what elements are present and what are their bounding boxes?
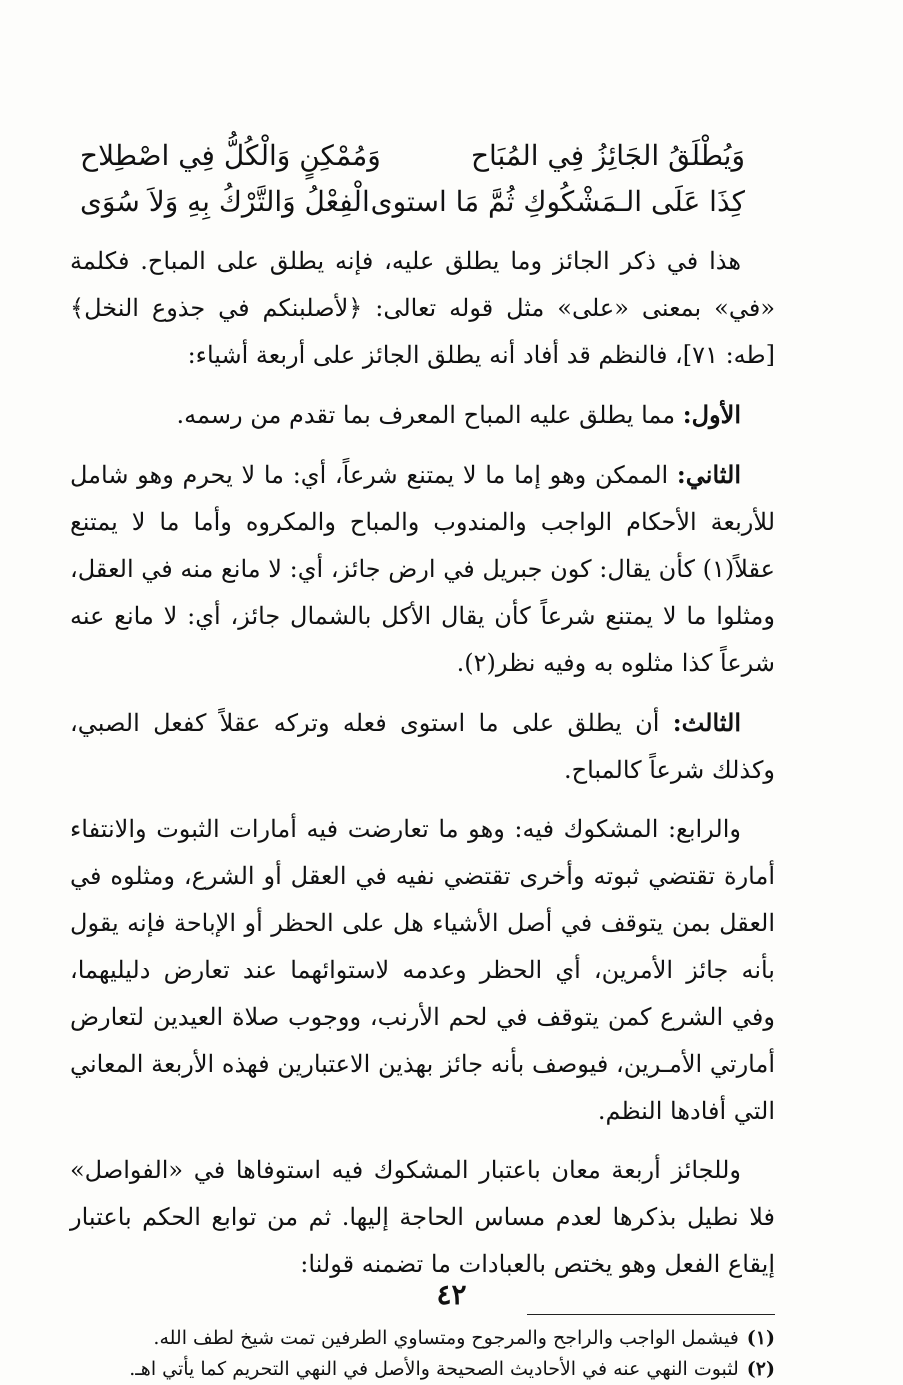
item-label: الثاني: <box>676 460 741 489</box>
item-label: الثالث: <box>672 708 741 737</box>
footnote-text: فيشمل الواجب والراجح والمرجوح ومتساوي الطرفين تمت شيخ لطف الله. <box>153 1327 739 1349</box>
intro-paragraph: هذا في ذكر الجائز وما يطلق عليه، فإنه يطلق على المباح. فكلمة «في» بمعنى «على» مثل قوله تعالى: ﴿لأصلبنكم في جذوع النخل﴾ [طه: ٧١]، فالنظم قد أفاد أنه يطلق الجائز على أربعة أشياء: <box>70 247 775 369</box>
item-label: والرابع: <box>667 815 741 843</box>
footnote-separator <box>527 1314 775 1315</box>
item-fourth <box>70 806 775 1135</box>
item-third <box>70 699 775 794</box>
footnote-text: لثبوت النهي عنه في الأحاديث الصحيحة والأصل في النهي التحريم كما يأتي اهـ. <box>129 1358 739 1380</box>
item-label: الأول: <box>682 400 741 429</box>
item-text: مما يطلق عليه المباح المعرف بما تقدم من رسمه. <box>176 401 683 429</box>
footnote-1 <box>70 1323 775 1354</box>
poem-block <box>80 134 745 226</box>
poem-line-1 <box>80 134 745 180</box>
footnote-mark: (٢) <box>746 1358 775 1380</box>
footnote-2 <box>70 1354 775 1385</box>
item-text: المشكوك فيه: وهو ما تعارضت فيه أمارات الثبوت والانتفاء أمارة تقتضي ثبوته وأخرى تقتضي نفيه في العقل أو الشرع، ومثلوه في العقل بمن يتوقف في أصل الأشياء هل على الحظر أو الإباحة فإنه يقول بأنه جائز الأمرين، أي الحظر وعدمه لاستوائهما عند تعارض دليليهما، وفي الشرع كمن يتوقف في لحم الأرنب، ووجوب صلاة العيدين لتعارض أمارتي الأمـرين، فيوصف بأنه جائز بهذين الاعتبارين فهذه الأربعة المعاني التي أفادها النظم. <box>70 815 776 1125</box>
item-text: الممكن وهو إما ما لا يمتنع شرعاً، أي: ما لا يحرم وهو شامل للأربعة الأحكام الواجب والمندوب والمباح والمكروه وأما ما لا يمتنع عقلاً(١) كأن يقال: كون جبريل في ارض جائز، أي: لا مانع منه في العقل، ومثلوا ما لا يمتنع شرعاً كأن يقال الأكل بالشمال جائز، أي: لا مانع عنه شرعاً كذا مثلوه به وفيه نظر(٢). <box>70 461 775 677</box>
footnotes <box>70 1323 775 1385</box>
poem-hemistich-left: وَمُمْكِنٍ وَالْكُلُّ فِي اصْطِلاح <box>80 139 381 172</box>
body-text <box>70 238 775 1288</box>
page-number: ٤٢ <box>436 1278 467 1311</box>
item-text: أن يطلق على ما استوى فعله وتركه عقلاً كفعل الصبي، وكذلك شرعاً كالمباح. <box>70 709 775 784</box>
item-second <box>70 451 775 687</box>
poem-hemistich-left: الْفِعْلُ وَالتَّرْكُ بِهِ وَلاَ سُوَى <box>80 185 370 218</box>
closing-paragraph: وللجائز أربعة معان باعتبار المشكوك فيه استوفاها في «الفواصل» فلا نطيل بذكرها لعدم مساس الحاجة إليها. ثم من توابع الحكم باعتبار إيقاع الفعل وهو يختص بالعبادات ما تضمنه قولنا: <box>70 1156 775 1278</box>
item-first <box>70 391 775 439</box>
poem-line-2 <box>80 180 745 226</box>
footnote-mark: (١) <box>746 1327 775 1349</box>
poem-hemistich-right: كِذَا عَلَى الـمَشْكُوكِ ثُمَّ مَا استوى <box>370 185 745 218</box>
poem-hemistich-right: وَيُطْلَقُ الجَائِزُ فِي المُبَاح <box>470 139 745 172</box>
